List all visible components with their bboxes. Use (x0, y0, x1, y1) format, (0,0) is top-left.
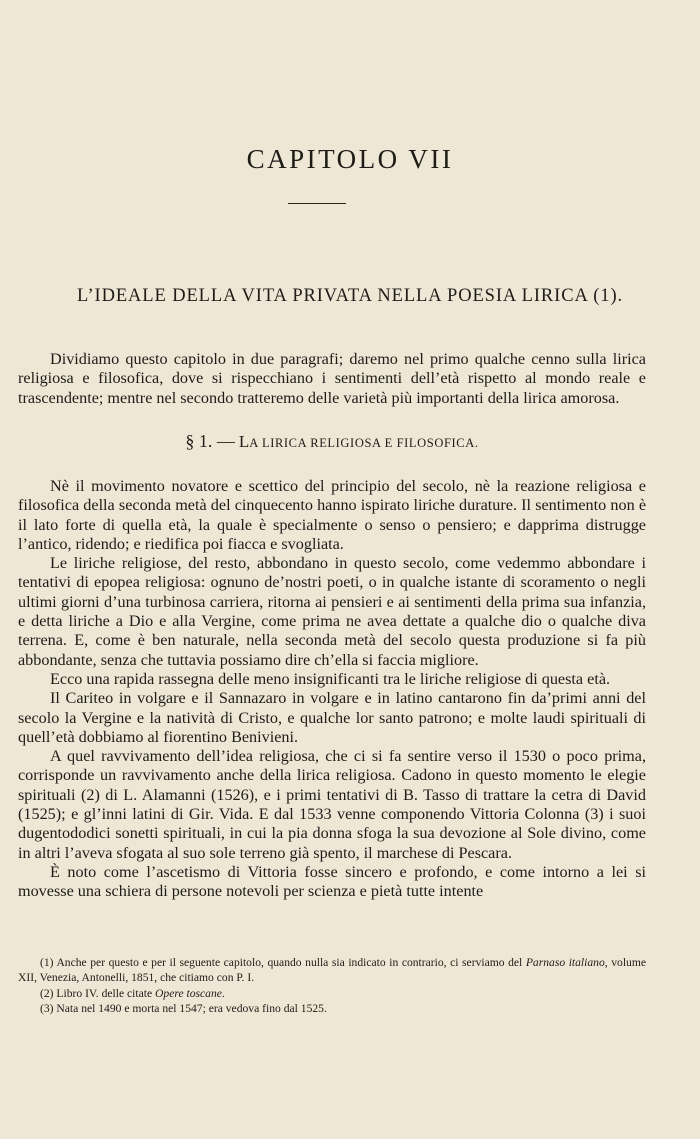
footnotes (18, 955, 646, 1017)
paragraph: Il Cariteo in volgare e il Sannazaro in volgare e in latino cantarono fin da’primi anni del secolo la Vergine e la natività di Cristo, e qualche lor santo patrono; e molte laudi spirituali di quell’età dobbiamo al fiorentino Benivieni. (18, 689, 646, 746)
paragraph: Nè il movimento novatore e scettico del principio del secolo, nè la reazione religiosa e filosofica della seconda metà del cinquecento hanno ispirato liriche durature. Il sentimento non è il lato forte di quella età, la quale è specialmente o senso o pensiero; e dapprima distrugge l’antico, ridendo; e riedifica poi fiacca e svogliata. (18, 477, 646, 553)
footnote-1-rest: , volume XII, Venezia, Antonelli, 1851, che citiamo con P. I. (18, 956, 647, 985)
paragraph: A quel ravvivamento dell’idea religiosa, che ci si fa sentire verso il 1530 o poco prima, corrisponde un ravvivamento anche della lirica religiosa. Cadono in questo momento le elegie spirituali (2) di L. Alamanni (1526), e i primi tentativi di B. Tasso di trattare la cetra di David (1525); e gl’inni latini di Gir. Vida. E dal 1533 venne componendo Vittoria Colonna (3) i suoi dugentododici sonetti spirituali, in cui la pia donna sfoga la sua devozione al Sole divino, come in altri l’aveva sfogata al suo sole terreno già spento, il marchese di Pescara. (18, 747, 646, 862)
footnote-2-title: Opere toscane (155, 986, 222, 1000)
paragraph: Le liriche religiose, del resto, abbondano in questo secolo, come vedemmo abbondare i tentativi di epopea religiosa: ognuno de’nostri poeti, o in qualche istante di scoramento o negli ultimi giorni d’una turbinosa carriera, ritorna ai pensieri e ai sentimenti della prima sua infanzia, e detta liriche a Dio e alla Vergine, come prima ne avea dettate a qualche dio o qualche diva terrena. E, come è ben naturale, nella seconda metà del secolo questa produzione si fa più abbondante, senza che tuttavia possiamo dire ch’ella si faccia migliore. (18, 554, 646, 669)
footnote-1-text: (1) Anche per questo e per il seguente capitolo, quando nulla sia indicato in contrario, ci serviamo del (40, 956, 526, 969)
footnote-2 (18, 986, 646, 1001)
chapter-title: CAPITOLO VII (246, 144, 454, 174)
footnote-1 (18, 955, 646, 986)
footnote-1-title: Parnaso italiano (525, 956, 605, 969)
footnote-2-rest: . (221, 986, 225, 1000)
section-heading: L’IDEALE DELLA VITA PRIVATA NELLA POESIA LIRICA (1). (76, 286, 624, 306)
main-text (18, 477, 646, 902)
footnote-3: (3) Nata nel 1490 e morta nel 1547; era vedova fino dal 1525. (40, 1002, 327, 1016)
intro-paragraph: Dividiamo questo capitolo in due paragrafi; daremo nel primo qualche cenno sulla lirica religiosa e filosofica, dove si rispecchiano i sentimenti dell’età rispetto al mondo reale e trascendente; mentre nel secondo tratteremo delle varietà più importanti della lirica amorosa. (18, 350, 646, 407)
paragraph: Ecco una rapida rassegna delle meno insignificanti tra le liriche religiose di questa età. (50, 669, 611, 688)
paragraph: È noto come l’ascetismo di Vittoria fosse sincero e profondo, e come intorno a lei si movesse una schiera di persone notevoli per scienza e pietà tutte intente (18, 862, 646, 901)
subsection-initial: L (238, 432, 250, 451)
subsection-heading (0, 431, 664, 452)
title-divider (288, 203, 346, 204)
subsection-title: A LIRICA RELIGIOSA E FILOSOFICA. (249, 436, 479, 450)
intro-text (18, 350, 646, 408)
footnote-2-text: (2) Libro IV. delle citate (40, 986, 156, 1000)
subsection-number: § 1. — (185, 431, 235, 451)
